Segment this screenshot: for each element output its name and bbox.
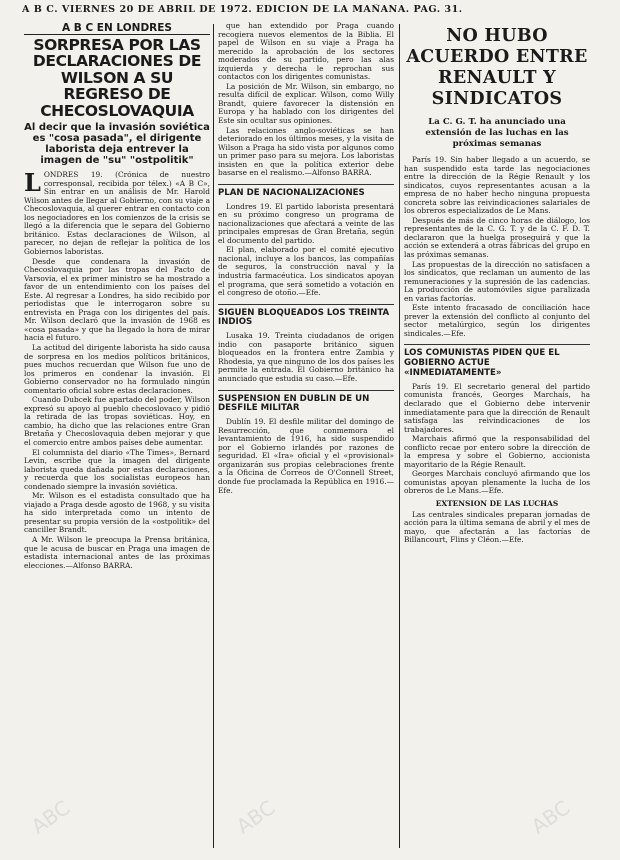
article-paragraph: La actitud del dirigente laborista ha sido causa de sorpresa en los medios políticos británicos, pues muchos recuerdan que Wilson fue uno de los primeros en condenar la invasión. El Gobierno conservador no ha formulado ningún comentario oficial sobre estas declaraciones. [24,342,210,395]
lead-text: ONDRES 19. (Crónica de nuestro corresponsal, recibida por télex.) «A B C», Sin entrar en un análisis de Mr. Harold Wilson antes de llegar al Gobierno, con su viaje a Checoslovaquia, al querer entrar en contacto con los negociadores en los comienzos de la crisis se llegó a la diferencia que le separa del Gobierno británico. Estas declaraciones de Wilson, al parecer, no dejan de reflejar la política de los Gobiernos laboristas. [24,170,210,256]
article-paragraph: Dublín 19. El desfile militar del domingo de Resurrección, que conmemora el levantamiento de 1916, ha sido suspendido por el Gobierno irlandés por razones de seguridad. El «Ira» oficial y el «provisional» organizarán sus propias celebraciones frente a la Oficina de Correos de O'Connell Street, donde fue proclamada la República en 1916.—Efe. [218,417,394,495]
article-paragraph: Mr. Wilson es el estadista consultado que ha viajado a Praga desde agosto de 1968, y su visita ha sido interpretada como un intento de presentar su propia versión de la «ostpolitik» del canciller Brandt. [24,491,210,535]
watermark-logo: ABC [231,795,280,839]
article-paragraph: Cuando Dubcek fue apartado del poder, Wilson expresó su apoyo al pueblo checoslovaco y pidió la retirada de las tropas soviéticas. Hoy, en cambio, ha dicho que las relaciones entre Gran Bretaña y Checoslovaquia deben mejorar y que el comercio entre ambos países debe aumentar. [24,395,210,447]
article-paragraph: París 19. Sin haber llegado a un acuerdo, se han suspendido esta tarde las negociaciones entre la dirección de la Régie Renault y los sindicatos, cuyos representantes acusan a la empresa de no haber hecho ninguna propuesta concreta sobre las reivindicaciones salariales de los obreros especializados de Le Mans. [404,155,590,216]
column-rule [213,24,214,848]
subhead-extension: EXTENSION DE LAS LUCHAS [435,498,559,508]
article-paragraph: Las centrales sindicales preparan jornadas de acción para la última semana de abril y el mes de mayo, que afectarán a las factorías de Billancourt, Flins y Cléon.—Efe. [404,509,590,545]
headline-renault: NO HUBO ACUERDO ENTRE RENAULT Y SINDICATOS [406,26,588,109]
deck-renault: La C. G. T. ha anunciado una extensión de las luchas en las próximas semanas [425,117,569,149]
column-1 [24,22,210,848]
article-paragraph: Las propuestas de la dirección no satisfacen a los sindicatos, que reclaman un aumento de las remuneraciones y la supresión de las cadencias. La producción de automóviles sigue paralizada en varias factorías. [404,259,590,303]
article-paragraph: Después de más de cinco horas de diálogo, los representantes de la C. G. T. y de la C. F. D. T. declararon que la huelga proseguirá y que la acción se extenderá a otras fábricas del grupo en las próximas semanas. [404,215,590,260]
article-paragraph: A Mr. Wilson le preocupa la Prensa británica, que le acusa de buscar en Praga una imagen de estadista internacional antes de las próximas elecciones.—Alfonso BARRA. [24,535,210,570]
column-3 [404,22,590,848]
column-rule [399,24,400,848]
article-paragraph: La posición de Mr. Wilson, sin embargo, no resulta difícil de explicar. Wilson, como Willy Brandt, quiere favorecer la distensión en Europa y ha hablado con los dirigentes del Este sin ocultar sus opiniones. [218,81,394,126]
article-paragraph: Desde que condenara la invasión de Checoslovaquia por las tropas del Pacto de Varsovia, el ex primer ministro se ha mostrado a favor de un entendimiento con los países del Este. Al regresar a Londres, ha sido recibido por periodistas que le interrogaron sobre su entrevista en Praga con los dirigentes del país. Mr. Wilson declaró que la invasión de 1968 es «cosa pasada» y que ha llegado la hora de mirar hacia el futuro. [24,256,210,343]
subhead-nacionalizaciones: PLAN DE NACIONALIZACIONES [218,184,394,199]
article-paragraph: Georges Marchais concluyó afirmando que los comunistas apoyan plenamente la lucha de los obreros de Le Mans.—Efe. [404,469,590,496]
subhead-comunistas: LOS COMUNISTAS PIDEN QUE EL GOBIERNO ACTUE «INMEDIATAMENTE» [404,344,590,378]
article-paragraph: Marchais afirmó que la responsabilidad del conflicto recae por entero sobre la dirección de la empresa y sobre el Gobierno, accionista mayoritario de la Régie Renault. [404,434,590,469]
article-paragraph: Londres 19. El partido laborista presentará en su próximo congreso un programa de nacionalizaciones que afectará a veinte de las principales empresas de Gran Bretaña, según el documento del partido. [218,201,394,245]
article-paragraph: El plan, elaborado por el comité ejecutivo nacional, incluye a los bancos, las compañías de seguros, la construcción naval y la industria farmacéutica. Los sindicatos apoyan el programa, que será sometido a votación en el congreso de otoño.—Efe. [218,245,394,298]
article-paragraph: Lusaka 19. Treinta ciudadanos de origen indio con pasaporte británico siguen bloqueados en la frontera entre Zambia y Rhodesia, ya que ninguno de los dos países les permite la entrada. El Gobierno británico ha anunciado que estudia su caso.—Efe. [218,331,394,383]
article-paragraph: Este intento fracasado de conciliación hace prever la extensión del conflicto al conjunto del sector metalúrgico, según los dirigentes sindicales.—Efe. [404,303,590,338]
subhead-indios: SIGUEN BLOQUEADOS LOS TREINTA INDIOS [218,304,394,329]
article-paragraph: París 19. El secretario general del partido comunista francés, Georges Marchais, ha declarado que el Gobierno debe intervenir inmediatamente para que la dirección de Renault satisfaga las reivindicaciones de los trabajadores. [404,381,590,434]
article-paragraph: Las relaciones anglo-soviéticas se han deteriorado en los últimos meses, y la visita de Wilson a Praga ha sido vista por algunos como un primer paso para su mejora. Los laboristas insisten en que la política exterior debe basarse en el realismo.—Alfonso BARRA. [218,125,394,178]
article-paragraph: El columnista del diario «The Times», Bernard Levin, escribe que la imagen del dirigente laborista queda dañada por estas declaraciones, y recuerda que los socialistas europeos han condenado siempre la invasión soviética. [24,447,210,491]
subhead-dublin: SUSPENSION EN DUBLIN DE UN DESFILE MILITAR [218,390,394,415]
section-kicker: A B C EN LONDRES [24,24,210,35]
column-2 [218,22,394,848]
watermark-logo: ABC [526,795,575,839]
deck-wilson: Al decir que la invasión soviética es "cosa pasada", el dirigente laborista deja entrever la imagen de "su" "ostpolitik" [24,122,210,167]
headline-wilson: SORPRESA POR LAS DECLARACIONES DE WILSON A SU REGRESO DE CHECOSLOVAQUIA [32,35,202,120]
lead-paragraph [24,168,210,256]
article-paragraph: que han extendido por Praga cuando recogiera nuevos elementos de la Biblia. El papel de Wilson en su viaje a Praga ha merecido la aprobación de los sectores moderados de su partido, pero las alas izquierda y derecha le reprochan sus contactos con los dirigentes comunistas. [218,22,394,82]
drop-cap: L [24,168,41,198]
running-head: A B C. VIERNES 20 DE ABRIL DE 1972. EDICION DE LA MAÑANA. PAG. 31. [22,4,463,15]
watermark-logo: ABC [26,795,75,839]
